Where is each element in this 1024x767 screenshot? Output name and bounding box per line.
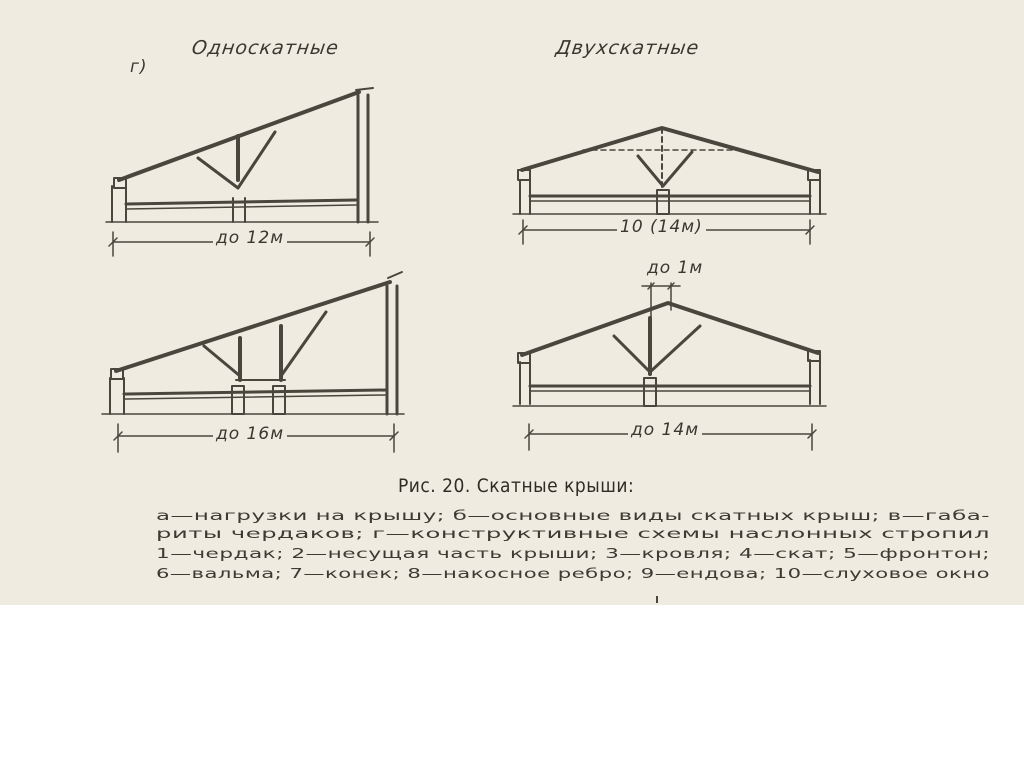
caption-line-2: риты чердаков; г—конструктивные схемы наслонных стропил — [156, 526, 990, 542]
caption-line-3: 1—чердак; 2—несущая часть крыши; 3—кровля; 4—скат; 5—фронтон; — [156, 546, 990, 562]
dimension-label-16m: до 16м — [213, 424, 287, 444]
page-mark — [656, 596, 658, 603]
dimension-label-14m-upper: 10 (14м) — [617, 217, 706, 237]
dimension-label-14m-lower: до 14м — [628, 420, 702, 440]
dual-pitched-heading: Двухскатные — [554, 37, 701, 59]
dimension-label-ridge-offset: до 1м — [644, 258, 706, 278]
caption-line-4: 6—вальма; 7—конек; 8—накосное ребро; 9—ендова; 10—слуховое окно — [156, 566, 990, 582]
figure-caption-title: Рис. 20. Скатные крыши: — [398, 475, 635, 497]
blank-area — [0, 605, 1024, 767]
mono-pitched-heading: Односкатные — [190, 37, 341, 59]
variant-label: г) — [130, 57, 148, 77]
dimension-label-12m: до 12м — [213, 228, 287, 248]
caption-line-1: а—нагрузки на крышу; б—основные виды скатных крыш; в—габа- — [156, 508, 990, 524]
